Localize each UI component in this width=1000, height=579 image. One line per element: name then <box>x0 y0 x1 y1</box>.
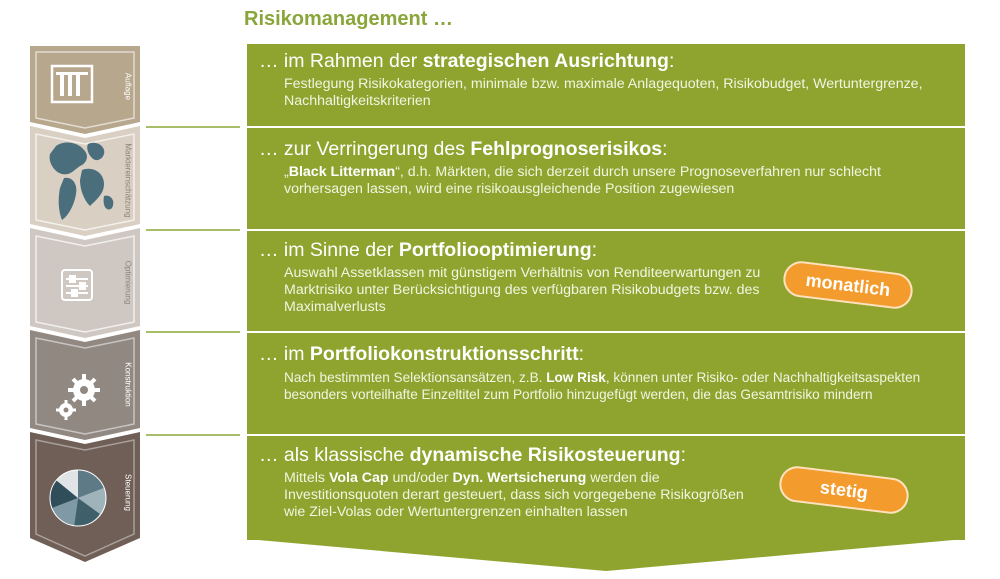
connector-line <box>146 126 240 128</box>
step-description: Nach bestimmten Selektionsansätzen, z.B. Low Risk, können unter Risiko- oder Nachhaltigkeitsaspekten besonders vorteilhafte Einzeltitel zum Portfolio hinzugefügt werden, die das Gesamtrisiko mindern <box>284 370 921 402</box>
chevron-label-optimierung: Optimierung <box>123 260 133 305</box>
chevron-label-steuerung: Steuerung <box>123 474 133 511</box>
step-fehlprognoserisiko <box>247 128 965 229</box>
step-dynamische-risikosteuerung <box>247 436 965 540</box>
connector-line <box>146 434 240 436</box>
process-chevrons <box>0 0 240 579</box>
frequency-badge-stetig: stetig <box>777 464 910 516</box>
step-strategische-ausrichtung <box>247 44 965 126</box>
step-heading: … im Portfoliokonstruktionsschritt: <box>259 343 585 365</box>
step-description: Festlegung Risikokategorien, minimale bzw. maximale Anlagequoten, Risikobudget, Wertuntergrenze, Nachhaltigkeitskriterien <box>284 76 923 110</box>
page-title: Risikomanagement … <box>244 8 453 30</box>
step-heading: … im Rahmen der strategischen Ausrichtung: <box>259 50 675 72</box>
step-portfoliooptimierung <box>247 231 965 331</box>
frequency-badge-monatlich: monatlich <box>781 259 914 311</box>
step-portfoliokonstruktion <box>247 333 965 434</box>
step-description: „Black Litterman“, d.h. Märkten, die sich derzeit durch unsere Prognoseverfahren nur schlecht vorhersagen lassen, wird eine risikoausgleichende Position zugewiesen <box>284 164 881 198</box>
step-heading: … zur Verringerung des Fehlprognoserisikos: <box>259 138 668 160</box>
chevron-label-auflage: Auflage <box>123 72 133 101</box>
pie-chart-icon <box>50 470 106 526</box>
chevron-label-konstruktion: Konstruktion <box>123 362 133 407</box>
connector-line <box>146 331 240 333</box>
step-heading: … als klassische dynamische Risikosteuerung: <box>259 444 686 466</box>
step-description: Auswahl Assetklassen mit günstigem Verhältnis von Renditeerwartungen zu Marktrisiko unter Berücksichtigung des verfügbaren Risikobudgets bzw. des Maximalverlusts <box>284 265 761 316</box>
connector-line <box>146 229 240 231</box>
chevron-label-markteinschaetzung: Marktereinschätzung <box>123 143 133 218</box>
step-heading: … im Sinne der Portfoliooptimierung: <box>259 239 598 261</box>
step-description: Mittels Vola Cap und/oder Dyn. Wertsicherung werden die Investitionsquoten derart gesteuert, dass sich vorgegebene Risikogrößen wie Ziel-Volas oder Wertuntergrenzen einhalten lassen <box>284 470 744 521</box>
bottom-arrow <box>247 539 965 575</box>
